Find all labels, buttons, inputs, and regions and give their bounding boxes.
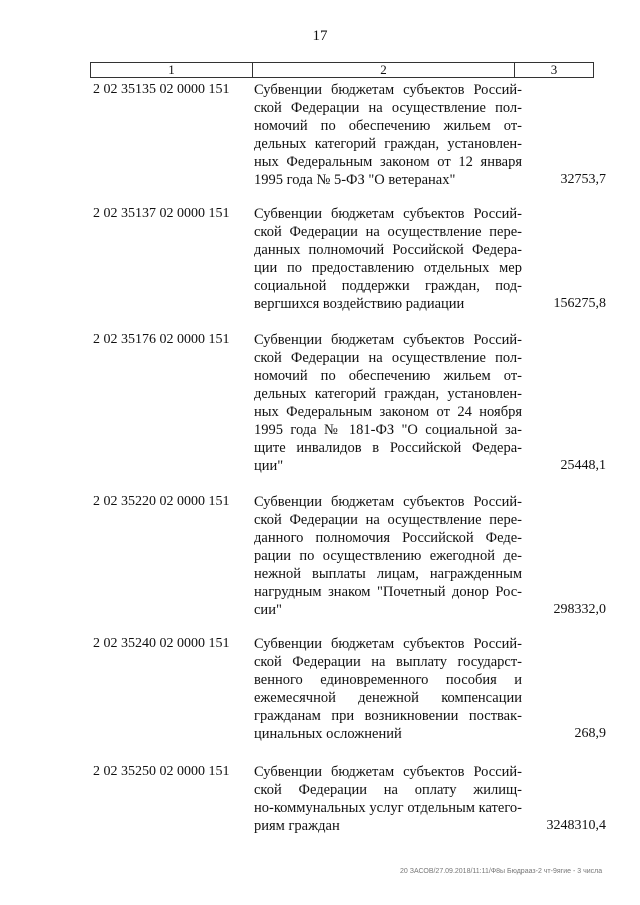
column-header-3: 3 <box>515 63 594 78</box>
description-line: ных Федеральным законом от 24 ноября <box>254 404 522 420</box>
description-line: Субвенции бюджетам субъектов Россий- <box>254 764 522 780</box>
description-line: рации по осуществлению ежегодной де- <box>254 548 522 564</box>
description-line: нежной выплаты лицам, награжденным <box>254 566 522 582</box>
row-amount: 156275,8 <box>553 296 606 311</box>
description-line: Субвенции бюджетам субъектов Россий- <box>254 332 522 348</box>
budget-code: 2 02 35240 02 0000 151 <box>93 636 230 651</box>
description-line: данных полномочий Российской Федера- <box>254 242 522 258</box>
row-description <box>254 331 522 475</box>
description-line: венного единовременного пособия и <box>254 672 522 688</box>
description-line: 1995 года № 5-ФЗ "О ветеранах" <box>254 172 456 188</box>
description-line: 1995 года № 181-ФЗ "О социальной за- <box>254 422 522 438</box>
description-line: гражданам при возникновении поствак- <box>254 708 522 724</box>
row-amount: 268,9 <box>574 726 606 741</box>
budget-code: 2 02 35176 02 0000 151 <box>93 332 230 347</box>
description-line: социальной поддержки граждан, под- <box>254 278 522 294</box>
description-line: дельных категорий граждан, установлен- <box>254 386 522 402</box>
description-line: дельных категорий граждан, установлен- <box>254 136 522 152</box>
column-header-row <box>90 62 594 78</box>
row-amount: 25448,1 <box>560 458 606 473</box>
description-line: риям граждан <box>254 818 340 834</box>
description-line: ции по предоставлению отдельных мер <box>254 260 522 276</box>
description-line: номочий по обеспечению жильем от- <box>254 368 522 384</box>
footer-note: 20 ЗАСОВ/27.09.2018/11:11/Ф8ы Бюдрааз-2 чт-9ягие - 3 числа <box>400 868 603 875</box>
description-line: номочий по обеспечению жильем от- <box>254 118 522 134</box>
description-line: щите инвалидов в Российской Федера- <box>254 440 522 456</box>
row-description <box>254 81 522 189</box>
description-line: вергшихся воздействию радиации <box>254 296 465 312</box>
description-line: Субвенции бюджетам субъектов Россий- <box>254 82 522 98</box>
description-line: данного полномочия Российской Феде- <box>254 530 522 546</box>
budget-code: 2 02 35137 02 0000 151 <box>93 206 230 221</box>
row-amount: 298332,0 <box>553 602 606 617</box>
budget-code: 2 02 35135 02 0000 151 <box>93 82 230 97</box>
page-number: 17 <box>312 28 328 44</box>
description-line: сии" <box>254 602 282 618</box>
description-line: ской Федерации на осуществление пол- <box>254 100 522 116</box>
description-line: Субвенции бюджетам субъектов Россий- <box>254 494 522 510</box>
description-line: но-коммунальных услуг отдельным катего- <box>254 800 522 816</box>
description-line: Субвенции бюджетам субъектов Россий- <box>254 636 522 652</box>
column-header-1: 1 <box>91 63 253 78</box>
description-line: ской Федерации на выплату государст- <box>254 654 522 670</box>
row-description <box>254 205 522 313</box>
description-line: ской Федерации на осуществление пол- <box>254 350 522 366</box>
budget-code: 2 02 35220 02 0000 151 <box>93 494 230 509</box>
description-line: нагрудным знаком "Почетный донор Рос- <box>254 584 522 600</box>
description-line: ежемесячной денежной компенсации <box>254 690 522 706</box>
description-line: Субвенции бюджетам субъектов Россий- <box>254 206 522 222</box>
column-header-2: 2 <box>253 63 515 78</box>
row-amount: 3248310,4 <box>546 818 606 833</box>
row-amount: 32753,7 <box>560 172 606 187</box>
description-line: ской Федерации на осуществление пере- <box>254 224 522 240</box>
budget-code: 2 02 35250 02 0000 151 <box>93 764 230 779</box>
description-line: ской Федерации на осуществление пере- <box>254 512 522 528</box>
description-line: ской Федерации на оплату жилищ- <box>254 782 522 798</box>
description-line: ных Федеральным законом от 12 января <box>254 154 522 170</box>
row-description <box>254 493 522 619</box>
row-description <box>254 635 522 743</box>
description-line: ции" <box>254 458 284 474</box>
description-line: цинальных осложнений <box>254 726 402 742</box>
row-description <box>254 763 522 835</box>
